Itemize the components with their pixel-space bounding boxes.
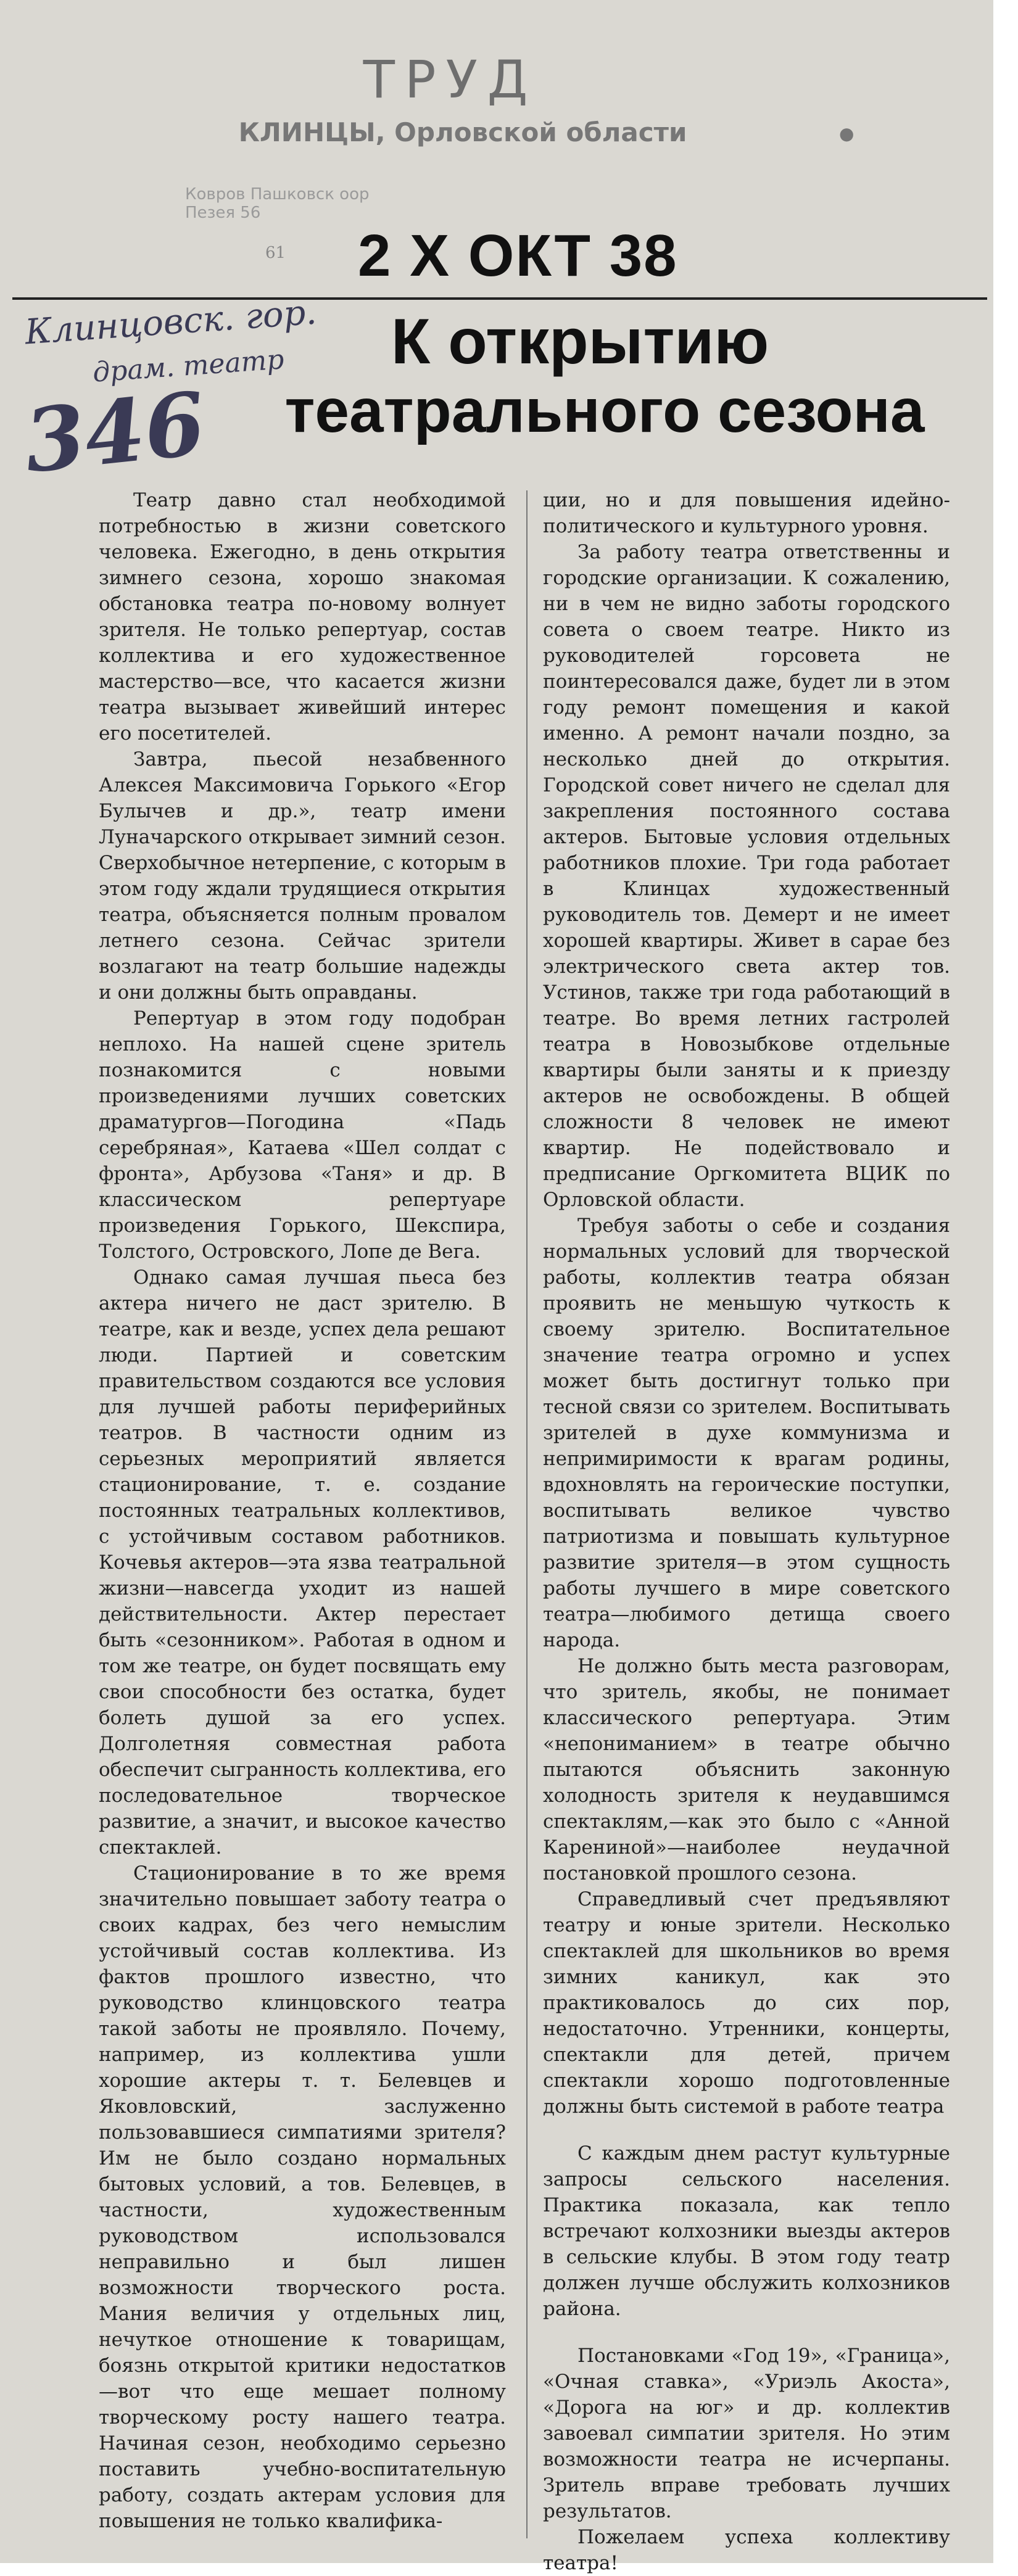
stamp-address-part: Ковров Пашковск оор — [185, 185, 370, 204]
paragraph: Театр давно стал необходимой потребностью в жизни советского человека. Ежегодно, в день открытия зимнего сезона, хорошо знакомая обстановка театра по-новому волнует зрителя. Не только репертуар, состав коллектива и его художественное мастерство—все, что касается жизни театра вызывает живейший интерес его посетителей. — [99, 489, 506, 745]
article-headline — [222, 307, 987, 445]
headline-line-2: театрального сезона — [284, 376, 925, 445]
stamp-newspaper-name: ТРУД — [363, 49, 538, 110]
stamp-number: 61 — [265, 244, 286, 262]
paragraph: Однако самая лучшая пьеса без актера ничего не даст зрителю. В театре, как и везде, успех дела решают люди. Партией и советским правительством создаются все условия для лучшей работы периферийных театров. В частности одним из серьезных мероприятий является стационирование, т. е. создание постоянных театральных коллективов, с устойчивым составом работников. Кочевья актеров—эта язва театральной жизни—навсегда уходит из нашей действительности. Актер перестает быть «сезонником». Работая в одном и том же театре, он будет посвящать ему свои способности без остатка, будет болеть душой за его успех. Долголетняя совместная работа обеспечит сыгранность коллектива, его последовательное творческое развитие, а значит, и высокое качество спектаклей. — [99, 1266, 506, 1859]
paragraph: Требуя заботы о себе и создания нормальных условий для творческой работы, коллектив театра обязан проявить не меньшую чуткость к своему зрителю. Воспитательное значение театра огромно и успех может быть достигнут только при тесной связи со зрителем. Воспитывать зрителей в духе коммунизма и непримиримости к врагам родины, вдохновлять на героические поступки, воспитывать великое чувство патриотизма и повышать культурное развитие зрителя—в этом сущность работы лучшего в мире советского театра—любимого детища своего народа. — [543, 1215, 950, 1651]
stamp-date: 2 Х ОКТ 38 — [358, 223, 678, 289]
headline-line-1: К открытию — [391, 306, 769, 378]
paragraph: Не должно быть места разговорам, что зритель, якобы, не понимает классического репертуара. Этим «непониманием» в театре обычно пытаются объяснить законную холодность зрителя к неудавшимся спектаклям,—как это было с «Анной Карениной»—наиболее неудачной постановкой прошлого сезона. — [543, 1655, 950, 1885]
article-column-1 — [99, 487, 506, 2534]
article-column-2 — [543, 487, 950, 2576]
handwritten-line-2: драм. театр — [91, 344, 286, 389]
press-clipping-stamp — [185, 0, 855, 185]
column-divider — [526, 490, 528, 2538]
paragraph: Стационирование в то же время значительно повышает заботу театра о своих кадрах, без чего немыслим устойчивый состав коллектива. Из фактов прошлого известно, что руководство клинцовского театра такой заботы не проявляло. Почему, например, из коллектива ушли хорошие актеры т. т. Белевцев и Яковловский, заслуженно пользовавшиеся симпатиями зрителя? Им не было создано нормальных бытовых условий, а тов. Белевцев, в частности, художественным руководством использовался неправильно и был лишен возможности творческого роста. Мания величия у отдельных лиц, нечуткое отношение к товарищам, боязнь открытой критики недостатков—вот что еще мешает полному творческому росту нашего театра. Начиная сезон, необходимо серьезно поставить учебно-воспитательную работу, создать актерам условия для повышения не только квалифика- — [99, 1862, 506, 2532]
paragraph: С каждым днем растут культурные запросы сельского населения. Практика показала, как тепло встречают колхозники выезды актеров в сельские клубы. В этом году театр должен лучше обслужить колхозников района. — [543, 2142, 950, 2320]
closing-line: Пожелаем успеха коллективу театра! — [543, 2526, 950, 2574]
handwritten-line-1: Клинцовск. гор. — [23, 292, 318, 353]
paragraph: Репертуар в этом году подобран неплохо. На нашей сцене зритель познакомится с новыми произведениями лучших советских драматургов—Погодина «Падь серебряная», Катаева «Шел солдат с фронта», Арбузова «Таня» и др. В классическом репертуаре произведения Горького, Шекспира, Толстого, Островского, Лопе де Вега. — [99, 1007, 506, 1263]
stamp-dot-icon: ● — [839, 123, 855, 144]
paragraph-continuation: ции, но и для повышения идейно-политического и культурного уровня. — [543, 489, 950, 537]
handwritten-number: 346 — [20, 373, 210, 493]
stamp-city: КЛИНЦЫ, Орловской области — [238, 117, 687, 147]
paragraph: За работу театра ответственны и городские организации. К сожалению, ни в чем не видно заботы городского совета о своем театре. Никто из руководителей горсовета не поинтересовался даже, будет ли в этом году ремонт помещения и какой именно. А ремонт начали поздно, за несколько дней до открытия. Городской совет ничего не сделал для закрепления постоянного состава актеров. Бытовые условия отдельных работников плохие. Три года работает в Клинцах художественный руководитель тов. Демерт и не имеет хорошей квартиры. Живет в сарае без электрического света актер тов. Устинов, также три года работающий в театре. Во время летних гастролей театра в Новозыбкове отдельные квартиры были заняты и к приезду актеров не освобождены. В общей сложности 8 человек не имеют квартир. Не подействовало и предписание Оргкомитета ВЦИК по Орловской области. — [543, 541, 950, 1211]
paragraph: Завтра, пьесой незабвенного Алексея Максимовича Горького «Егор Булычев и др.», театр имени Луначарского открывает зимний сезон. Сверхобычное нетерпение, с которым в этом году ждали трудящиеся открытия театра, объясняется полным провалом летнего сезона. Сейчас зрители возлагают на театр большие надежды и они должны быть оправданы. — [99, 748, 506, 1004]
stamp-address — [185, 185, 555, 222]
paragraph: Справедливый счет предъявляют театру и юные зрители. Несколько спектаклей для школьников во время зимних каникул, как это практиковалось до сих пор, недостаточно. Утренники, концерты, спектакли для детей, причем спектакли хорошо подготовленные должны быть системой в работе театра — [543, 1888, 950, 2118]
paragraph: Постановками «Год 19», «Граница», «Очная ставка», «Уриэль Акоста», «Дорога на юг» и др. коллектив завоевал симпатии зрителя. Но этим возможности театра не исчерпаны. Зритель вправе требовать лучших результатов. — [543, 2345, 950, 2522]
stamp-address-part: Пезея 56 — [185, 204, 261, 222]
